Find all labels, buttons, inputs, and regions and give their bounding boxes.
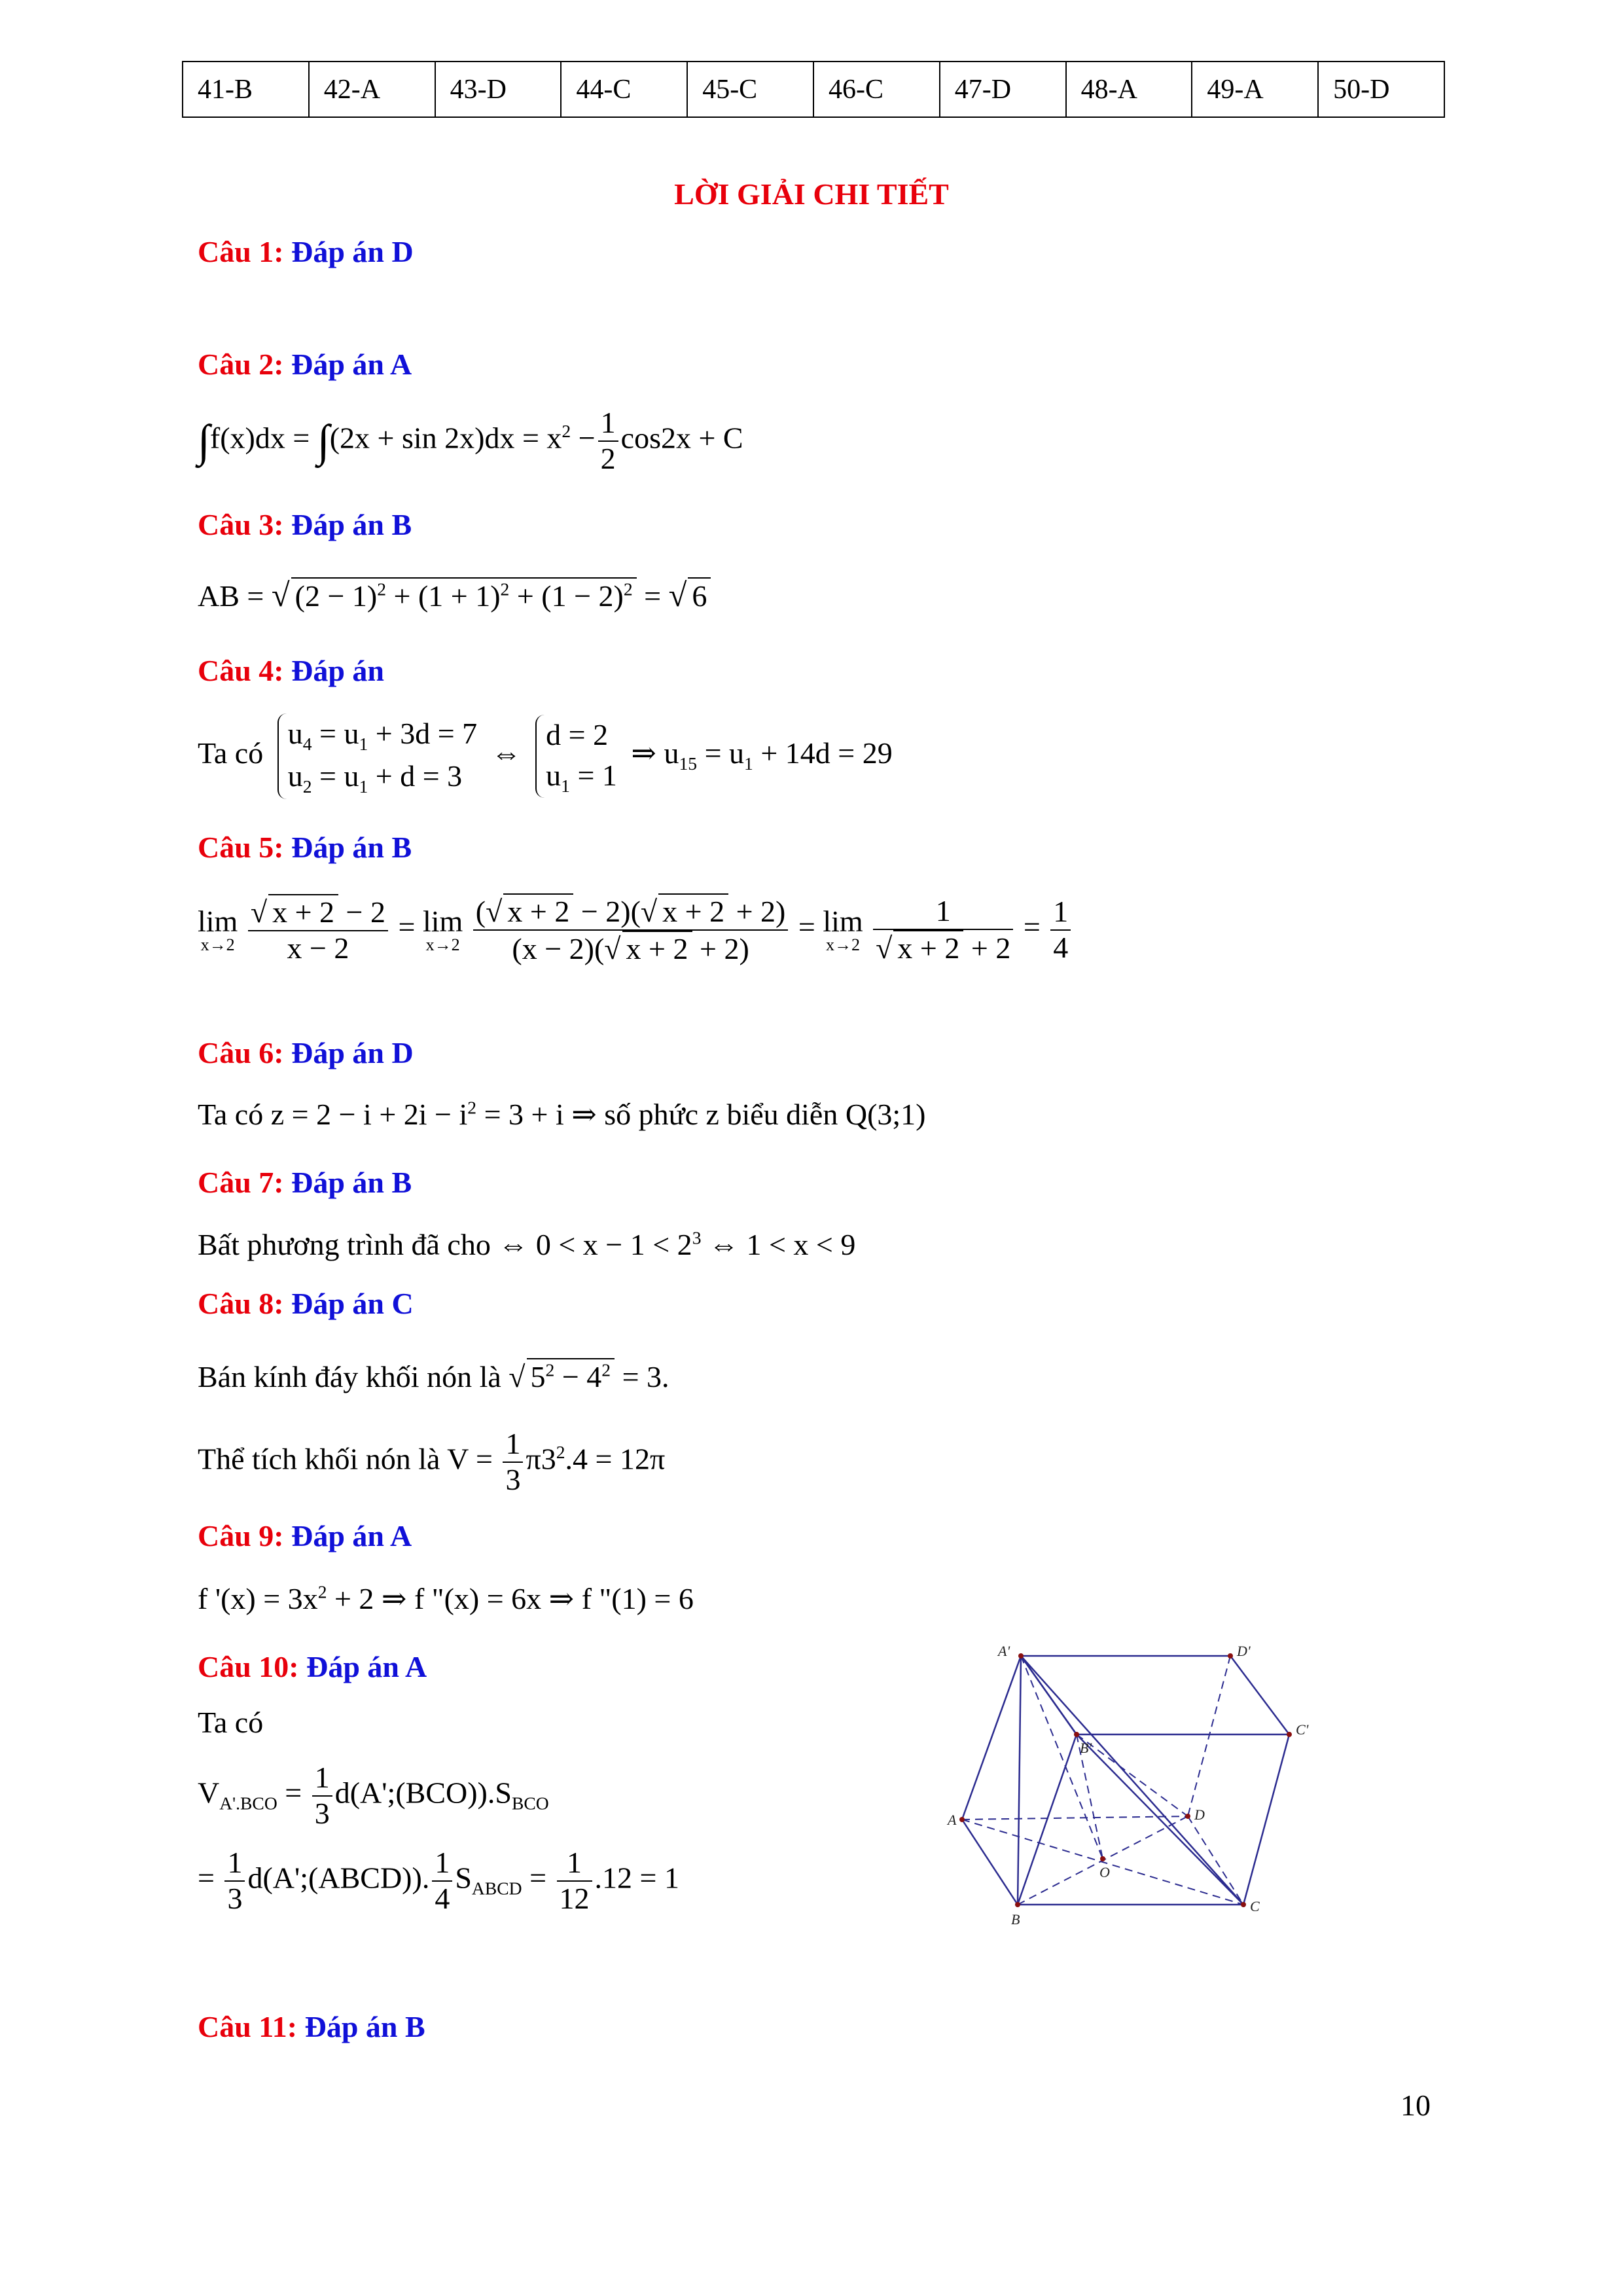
answer-row xyxy=(183,62,1444,117)
question-heading: Câu 8: Đáp án C xyxy=(198,1287,414,1320)
text-q10: Ta có xyxy=(198,1706,264,1739)
formula-q5: lim x→2 $\frac{√ x + 2 - 2}{x - 2}$ = lim x→2 $\frac{(√ x + 2 - 2)(√ x + 2 + 2)}{(x - 2)(√ x + 2 + 2)}$ = lim x→2 $\frac{1}{√ x + 2 + 2}$ = $\frac{1}{4}$ xyxy=(198,893,1073,967)
formula-q7: Bất phương trình đã cho ⇔ $0 < x - 1 < 2^3$ ⇔ 1 < x < 9 xyxy=(198,1227,856,1261)
answer-cell: 48-A xyxy=(1066,62,1192,117)
question-heading: Câu 9: Đáp án A xyxy=(198,1519,412,1552)
answer-table xyxy=(182,61,1445,118)
formula-q8b: Thể tích khối nón là V = $\frac{1}{3}$ $\pi 3^2.4 = 12\pi$ xyxy=(198,1427,666,1496)
question-heading: Câu 11: Đáp án B xyxy=(198,2010,425,2043)
label-a: A xyxy=(948,1812,957,1828)
label-c: C xyxy=(1250,1898,1260,1914)
answer-cell: 41-B xyxy=(183,62,309,117)
answer-cell: 50-D xyxy=(1318,62,1444,117)
question-heading: Câu 6: Đáp án D xyxy=(198,1036,414,1069)
formula-q6: Ta có $z = 2 - i + 2i - i^2 = 3 + i$ ⇒ số phức z biểu diễn Q(3;1) xyxy=(198,1097,926,1131)
answer-cell: 49-A xyxy=(1192,62,1318,117)
question-heading: Câu 2: Đáp án A xyxy=(198,348,412,381)
answer-cell: 45-C xyxy=(687,62,813,117)
label-c-prime: C' xyxy=(1296,1721,1309,1738)
formula-q3: AB = √ $(2 - 1)^2 + (1 + 1)^2 + (1 - 2)^2$ = √ 6 xyxy=(198,576,711,614)
label-o: O xyxy=(1099,1864,1110,1880)
formula-q10a: $V_{A'.BCO}$ = $\frac{1}{3}$ $d(A';(BCO)).S_{BCO}$ xyxy=(198,1761,549,1830)
answer-cell: 42-A xyxy=(309,62,435,117)
question-heading: Câu 7: Đáp án B xyxy=(198,1166,412,1199)
label-d-prime: D' xyxy=(1237,1643,1251,1659)
question-heading: Câu 1: Đáp án D xyxy=(198,235,414,268)
answer-cell: 47-D xyxy=(940,62,1066,117)
answer-cell: 44-C xyxy=(561,62,687,117)
label-b-prime: B' xyxy=(1080,1740,1092,1756)
section-title: LỜI GIẢI CHI TIẾT xyxy=(674,177,949,211)
formula-q2: $\int f(x)dx = \int(2x + \sin 2x)dx = x^2$ − $\frac{1}{2}$ cos2x + C xyxy=(198,406,743,475)
question-heading: Câu 10: Đáp án A xyxy=(198,1650,427,1683)
formula-q8a: Bán kính đáy khối nón là √ $5^2 - 4^2 = 3$. xyxy=(198,1358,669,1394)
question-heading: Câu 5: Đáp án B xyxy=(198,831,412,864)
answer-cell: 43-D xyxy=(435,62,562,117)
formula-q10b: = $\frac{1}{3}$ d(A';(ABCD)). $\frac{1}{4}$ $S_{ABCD}$ = $\frac{1}{12}$ .12 = 1 xyxy=(198,1846,679,1915)
prism-figure xyxy=(942,1643,1342,1964)
label-d: D xyxy=(1194,1806,1205,1823)
question-heading: Câu 3: Đáp án B xyxy=(198,508,412,541)
formula-q9: f '$(x) = 3x^2 + 2$ ⇒ f "(x) = 6x ⇒ f "(1) = 6 xyxy=(198,1581,694,1615)
answer-cell: 46-C xyxy=(813,62,940,117)
label-b: B xyxy=(1011,1911,1020,1928)
formula-q4: Ta có $u_4 = u_1 + 3d = 7$ $u_2 = u_1 + d = 3$ ⇔ d = 2 $u_1 = 1$ ⇒ $u_{15} = u_1 + 14d = 29$ xyxy=(198,713,893,799)
page-number: 10 xyxy=(1400,2089,1431,2122)
label-a-prime: A' xyxy=(998,1643,1010,1659)
question-heading: Câu 4: Đáp án xyxy=(198,654,385,687)
